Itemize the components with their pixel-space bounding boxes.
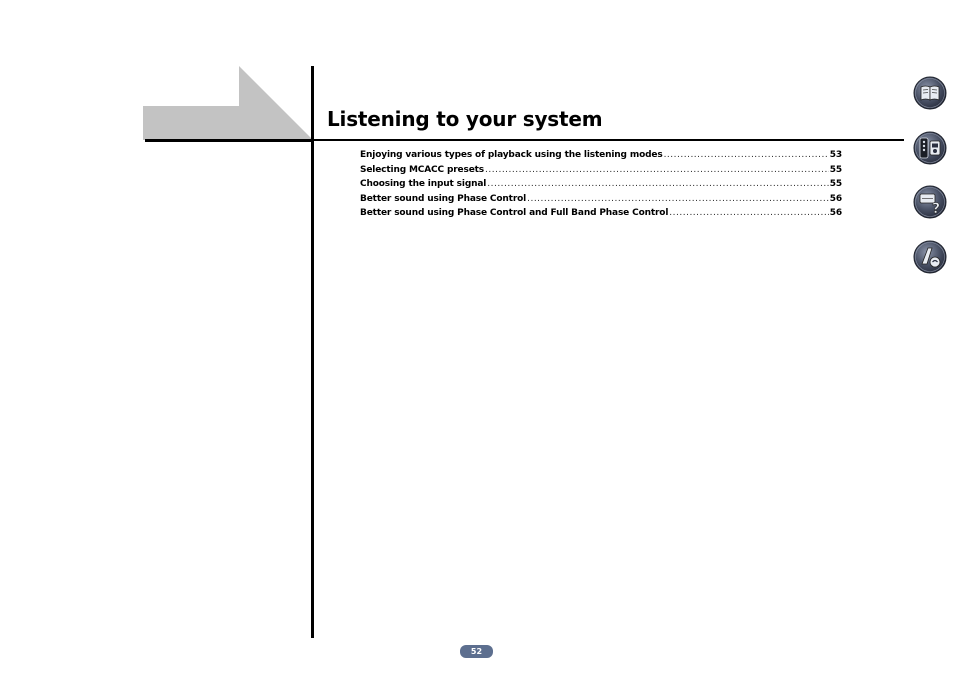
toc-item-page: 56 bbox=[829, 193, 842, 204]
index-icon[interactable] bbox=[913, 240, 947, 274]
table-of-contents bbox=[360, 150, 842, 223]
toc-leader-dots bbox=[664, 150, 829, 160]
header-rule-right bbox=[311, 139, 904, 141]
header-rule-left bbox=[145, 139, 313, 142]
toc-item-label: Better sound using Phase Control bbox=[360, 193, 527, 204]
page-number-badge: 52 bbox=[460, 645, 493, 658]
toc-item-page: 55 bbox=[829, 164, 842, 175]
remote-control-icon[interactable] bbox=[913, 131, 947, 165]
toc-item-label: Selecting MCACC presets bbox=[360, 164, 485, 175]
toc-item-page: 55 bbox=[829, 179, 842, 189]
vertical-rule bbox=[311, 66, 314, 638]
toc-item-page: 56 bbox=[829, 208, 842, 218]
toc-item-label: Better sound using Phase Control and Full Band Phase Control bbox=[360, 208, 669, 218]
toc-leader-dots bbox=[527, 194, 829, 204]
toc-leader-dots bbox=[669, 208, 828, 218]
toc-leader-dots bbox=[485, 165, 829, 175]
toc-item-input-signal[interactable] bbox=[360, 179, 842, 194]
toc-leader-dots bbox=[487, 179, 829, 189]
chapter-tab bbox=[143, 66, 313, 140]
toc-item-label: Choosing the input signal bbox=[360, 179, 487, 189]
toc-item-page: 53 bbox=[829, 150, 842, 160]
troubleshooting-icon[interactable] bbox=[913, 185, 947, 219]
manual-book-icon[interactable] bbox=[913, 76, 947, 110]
chapter-title: Listening to your system bbox=[327, 107, 603, 131]
toc-item-label: Enjoying various types of playback using the listening modes bbox=[360, 150, 663, 160]
toc-item-phase-control[interactable] bbox=[360, 194, 842, 209]
toc-item-mcacc-presets[interactable] bbox=[360, 165, 842, 180]
toc-item-full-band-phase-control[interactable] bbox=[360, 208, 842, 223]
toc-item-listening-modes[interactable] bbox=[360, 150, 842, 165]
svg-text:?: ? bbox=[931, 201, 941, 217]
